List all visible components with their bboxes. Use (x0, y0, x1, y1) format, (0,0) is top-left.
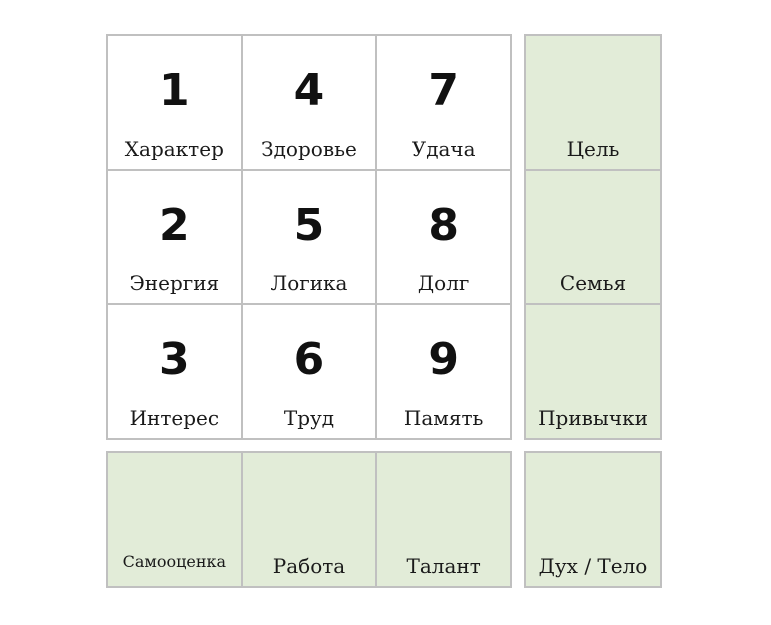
column-sum-cell (108, 453, 241, 586)
row-sum-cell (526, 171, 660, 304)
cell-number: 6 (293, 334, 325, 386)
cell-number: 9 (428, 334, 459, 386)
column-sum-label: Работа (272, 554, 346, 578)
cell-number: 7 (428, 65, 459, 116)
cell-label: Логика (270, 271, 348, 296)
cell-label: Интерес (129, 406, 220, 430)
cell-number: 2 (159, 199, 190, 251)
grid-cell-8 (377, 171, 510, 304)
column-sum-label: Самооценка (122, 552, 227, 571)
cell-label: Удача (411, 136, 476, 161)
cell-number: 4 (293, 65, 325, 116)
cell-label: Память (403, 406, 484, 430)
cell-label: Характер (124, 136, 224, 161)
grid-cell-4 (243, 36, 376, 169)
grid-cell-2 (108, 171, 241, 304)
row-sum-column (524, 34, 662, 440)
row-sum-label: Цель (566, 136, 620, 161)
column-sum-cell (377, 453, 510, 586)
row-sum-cell (526, 305, 660, 438)
cell-label: Долг (417, 271, 470, 296)
row-sum-cell (526, 36, 660, 169)
grid-cell-6 (243, 305, 376, 438)
psychomatrix-grid (106, 34, 512, 440)
column-sum-cell (243, 453, 376, 586)
cell-label: Труд (283, 406, 335, 430)
diagonal-label: Дух / Тело (538, 554, 648, 578)
grid-cell-7 (377, 36, 510, 169)
cell-label: Здоровье (261, 136, 357, 161)
grid-cell-9 (377, 305, 510, 438)
column-sum-label: Талант (406, 554, 481, 578)
diagonal-cell (526, 453, 660, 586)
cell-number: 3 (159, 334, 190, 386)
row-sum-label: Семья (559, 271, 627, 296)
cell-number: 1 (159, 65, 190, 116)
grid-cell-5 (243, 171, 376, 304)
diagonal-cell-block (524, 451, 662, 588)
row-sum-label: Привычки (538, 406, 648, 430)
grid-cell-1 (108, 36, 241, 169)
grid-cell-3 (108, 305, 241, 438)
cell-number: 8 (428, 199, 459, 251)
cell-label: Энергия (129, 271, 220, 296)
cell-number: 5 (293, 199, 325, 251)
column-sum-row (106, 451, 512, 588)
